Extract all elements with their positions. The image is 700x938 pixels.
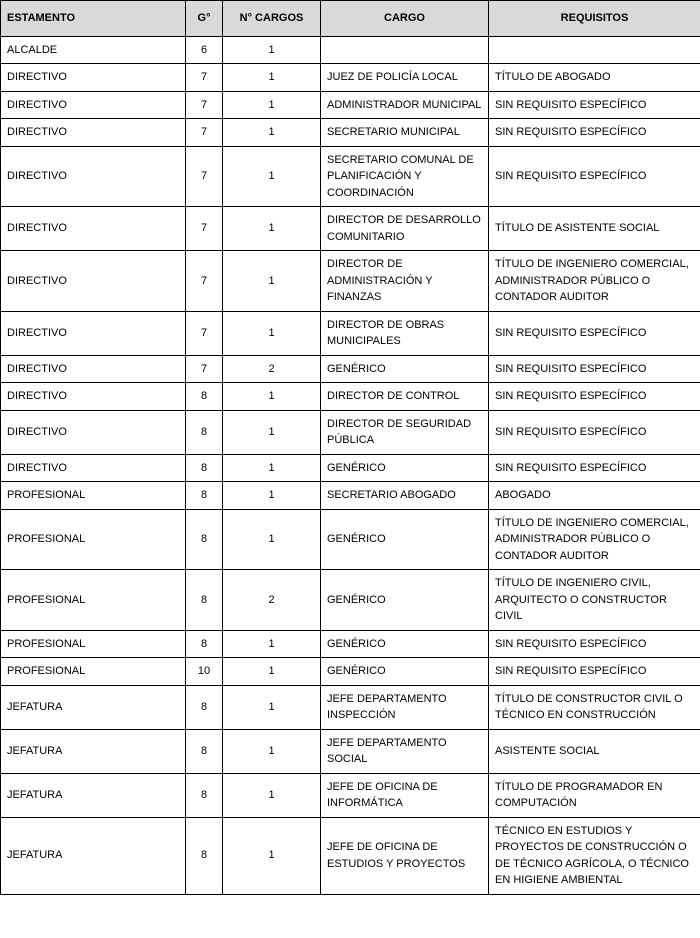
table-cell: 2 xyxy=(223,570,321,631)
table-row xyxy=(1,207,700,251)
table-cell: PROFESIONAL xyxy=(1,482,186,510)
table-row xyxy=(1,91,700,119)
table-cell: TÍTULO DE ASISTENTE SOCIAL xyxy=(489,207,700,251)
table-cell: 1 xyxy=(223,685,321,729)
table-cell: DIRECTIVO xyxy=(1,207,186,251)
table-row xyxy=(1,482,700,510)
table-cell: DIRECTOR DE DESARROLLO COMUNITARIO xyxy=(321,207,489,251)
table-cell: 2 xyxy=(223,355,321,383)
table-cell: 1 xyxy=(223,311,321,355)
table-cell: DIRECTIVO xyxy=(1,383,186,411)
table-row xyxy=(1,251,700,312)
header-cell-estamento: ESTAMENTO xyxy=(1,1,186,37)
table-header xyxy=(1,1,700,37)
table-cell: 1 xyxy=(223,383,321,411)
table-cell: 8 xyxy=(186,410,223,454)
table-cell xyxy=(321,36,489,64)
table-cell: 7 xyxy=(186,355,223,383)
table-cell: 1 xyxy=(223,119,321,147)
table-cell: TÉCNICO EN ESTUDIOS Y PROYECTOS DE CONSTRUCCIÓN O DE TÉCNICO AGRÍCOLA, O TÉCNICO EN HIGIENE AMBIENTAL xyxy=(489,817,700,894)
table-cell: DIRECTIVO xyxy=(1,410,186,454)
table-cell: TÍTULO DE INGENIERO COMERCIAL, ADMINISTRADOR PÚBLICO O CONTADOR AUDITOR xyxy=(489,251,700,312)
table-cell: JEFE DEPARTAMENTO INSPECCIÓN xyxy=(321,685,489,729)
table-cell: SIN REQUISITO ESPECÍFICO xyxy=(489,311,700,355)
table-cell: JEFATURA xyxy=(1,729,186,773)
table-cell: 1 xyxy=(223,658,321,686)
table-cell: DIRECTOR DE SEGURIDAD PÚBLICA xyxy=(321,410,489,454)
table-cell: 7 xyxy=(186,207,223,251)
table-cell: ABOGADO xyxy=(489,482,700,510)
table-cell: PROFESIONAL xyxy=(1,630,186,658)
table-cell: 1 xyxy=(223,630,321,658)
table-cell: SIN REQUISITO ESPECÍFICO xyxy=(489,91,700,119)
table-cell: SIN REQUISITO ESPECÍFICO xyxy=(489,355,700,383)
table-cell: 7 xyxy=(186,311,223,355)
table-row xyxy=(1,410,700,454)
header-cell-requisitos: REQUISITOS xyxy=(489,1,700,37)
table-cell: 1 xyxy=(223,251,321,312)
table-row xyxy=(1,817,700,894)
header-row xyxy=(1,1,700,37)
table-cell: DIRECTOR DE ADMINISTRACIÓN Y FINANZAS xyxy=(321,251,489,312)
table-cell: SIN REQUISITO ESPECÍFICO xyxy=(489,146,700,207)
table-cell: DIRECTIVO xyxy=(1,64,186,92)
header-cell-n-cargos: N° CARGOS xyxy=(223,1,321,37)
table-cell: DIRECTOR DE CONTROL xyxy=(321,383,489,411)
table-row xyxy=(1,311,700,355)
table-row xyxy=(1,119,700,147)
table-cell: GENÉRICO xyxy=(321,658,489,686)
table-row xyxy=(1,355,700,383)
table-cell: DIRECTIVO xyxy=(1,454,186,482)
table-cell: 1 xyxy=(223,207,321,251)
table-cell: DIRECTIVO xyxy=(1,146,186,207)
table-cell: DIRECTIVO xyxy=(1,91,186,119)
table-cell: 8 xyxy=(186,817,223,894)
table-cell: 8 xyxy=(186,509,223,570)
table-cell: 8 xyxy=(186,482,223,510)
table-cell: SECRETARIO ABOGADO xyxy=(321,482,489,510)
table-cell: ALCALDE xyxy=(1,36,186,64)
table-cell: GENÉRICO xyxy=(321,454,489,482)
table-cell: 1 xyxy=(223,146,321,207)
table-cell: GENÉRICO xyxy=(321,570,489,631)
table-cell: 8 xyxy=(186,383,223,411)
table-cell: 8 xyxy=(186,773,223,817)
table-row xyxy=(1,454,700,482)
table-cell: GENÉRICO xyxy=(321,509,489,570)
table-row xyxy=(1,773,700,817)
table-cell: 1 xyxy=(223,773,321,817)
table-cell: 10 xyxy=(186,658,223,686)
table-cell: TÍTULO DE INGENIERO CIVIL, ARQUITECTO O CONSTRUCTOR CIVIL xyxy=(489,570,700,631)
table-body xyxy=(1,36,700,894)
table-cell: SIN REQUISITO ESPECÍFICO xyxy=(489,383,700,411)
table-cell: 8 xyxy=(186,454,223,482)
header-cell-cargo: CARGO xyxy=(321,1,489,37)
table-cell: TÍTULO DE PROGRAMADOR EN COMPUTACIÓN xyxy=(489,773,700,817)
table-row xyxy=(1,509,700,570)
table-row xyxy=(1,630,700,658)
table-cell: JEFE DE OFICINA DE ESTUDIOS Y PROYECTOS xyxy=(321,817,489,894)
table-cell: 1 xyxy=(223,482,321,510)
table-cell: SECRETARIO MUNICIPAL xyxy=(321,119,489,147)
table-cell: 7 xyxy=(186,119,223,147)
table-cell: TÍTULO DE CONSTRUCTOR CIVIL O TÉCNICO EN CONSTRUCCIÓN xyxy=(489,685,700,729)
table-row xyxy=(1,36,700,64)
table-row xyxy=(1,658,700,686)
header-cell-grado: G° xyxy=(186,1,223,37)
table-row xyxy=(1,729,700,773)
table-cell: JEFE DE OFICINA DE INFORMÁTICA xyxy=(321,773,489,817)
table-cell: 8 xyxy=(186,685,223,729)
table-cell: 1 xyxy=(223,509,321,570)
table-cell: SIN REQUISITO ESPECÍFICO xyxy=(489,630,700,658)
table-cell: DIRECTIVO xyxy=(1,119,186,147)
table-row xyxy=(1,685,700,729)
table-cell: SIN REQUISITO ESPECÍFICO xyxy=(489,410,700,454)
table-cell: 7 xyxy=(186,251,223,312)
table-cell: 1 xyxy=(223,91,321,119)
table-cell: TÍTULO DE INGENIERO COMERCIAL, ADMINISTRADOR PÚBLICO O CONTADOR AUDITOR xyxy=(489,509,700,570)
table-cell: 1 xyxy=(223,64,321,92)
table-cell: PROFESIONAL xyxy=(1,570,186,631)
table-cell: TÍTULO DE ABOGADO xyxy=(489,64,700,92)
table-cell: DIRECTIVO xyxy=(1,355,186,383)
table-cell: ASISTENTE SOCIAL xyxy=(489,729,700,773)
table-cell: 1 xyxy=(223,729,321,773)
table-cell: JEFATURA xyxy=(1,685,186,729)
table-cell: JEFATURA xyxy=(1,773,186,817)
table-cell: 1 xyxy=(223,454,321,482)
table-cell: 6 xyxy=(186,36,223,64)
table-cell: DIRECTIVO xyxy=(1,311,186,355)
table-cell xyxy=(489,36,700,64)
table-cell: DIRECTOR DE OBRAS MUNICIPALES xyxy=(321,311,489,355)
table-cell: JEFATURA xyxy=(1,817,186,894)
table-cell: PROFESIONAL xyxy=(1,509,186,570)
table-cell: 1 xyxy=(223,410,321,454)
table-cell: 1 xyxy=(223,817,321,894)
table-cell: JUEZ DE POLICÍA LOCAL xyxy=(321,64,489,92)
table-cell: DIRECTIVO xyxy=(1,251,186,312)
table-cell: 7 xyxy=(186,91,223,119)
table-cell: GENÉRICO xyxy=(321,355,489,383)
table-row xyxy=(1,383,700,411)
table-cell: 7 xyxy=(186,64,223,92)
table-cell: 7 xyxy=(186,146,223,207)
table-cell: 8 xyxy=(186,729,223,773)
table-cell: 8 xyxy=(186,570,223,631)
table-row xyxy=(1,570,700,631)
table-cell: ADMINISTRADOR MUNICIPAL xyxy=(321,91,489,119)
table-cell: 1 xyxy=(223,36,321,64)
table-row xyxy=(1,64,700,92)
table-cell: 8 xyxy=(186,630,223,658)
table-cell: SECRETARIO COMUNAL DE PLANIFICACIÓN Y COORDINACIÓN xyxy=(321,146,489,207)
table-cell: SIN REQUISITO ESPECÍFICO xyxy=(489,658,700,686)
table-row xyxy=(1,146,700,207)
table-cell: GENÉRICO xyxy=(321,630,489,658)
table-cell: SIN REQUISITO ESPECÍFICO xyxy=(489,119,700,147)
table-cell: SIN REQUISITO ESPECÍFICO xyxy=(489,454,700,482)
table-cell: JEFE DEPARTAMENTO SOCIAL xyxy=(321,729,489,773)
table-cell: PROFESIONAL xyxy=(1,658,186,686)
